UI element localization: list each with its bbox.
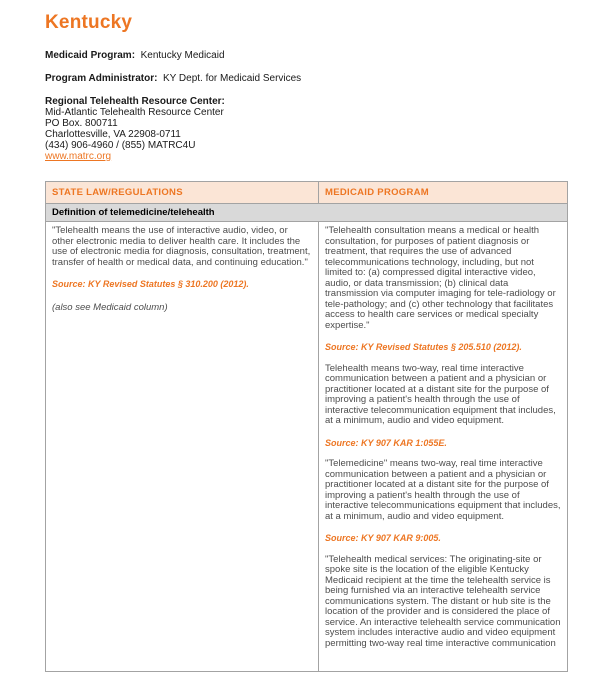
table-header-row	[46, 182, 568, 204]
medicaid-definition-paragraph-1: "Telehealth consultation means a medical or health consultation, for purposes of patient diagnosis or treatment, that requires the use of advanced telecommunications technology, including, but not limited to: (a) compressed digital interactive video, audio, or data transmission; (b) clinical data transmission via computer imaging for tele-radiology or tele-pathology; and (c) other technology that facilitates access to health care services or medical specialty expertise."	[325, 226, 556, 331]
program-administrator-label: Program Administrator:	[45, 73, 158, 84]
medicaid-source-citation-3: Source: KY 907 KAR 9:005.	[325, 533, 441, 543]
medicaid-source-citation-1: Source: KY Revised Statutes § 205.510 (2012).	[325, 342, 522, 352]
column-header-state-law: STATE LAW/REGULATIONS	[46, 182, 319, 204]
section-title: Definition of telemedicine/telehealth	[46, 204, 568, 222]
medicaid-definition-paragraph-2: Telehealth means two-way, real time interactive communication between a patient and a physician or practitioner located at a distant site for the purpose of improving a patient's health through the use of interactive telecommunication equipment that includes, at a minimum, audio and video equipment.	[325, 362, 556, 426]
column-header-medicaid-program: MEDICAID PROGRAM	[319, 182, 568, 204]
state-law-note: (also see Medicaid column)	[52, 301, 168, 313]
rtrc-label: Regional Telehealth Resource Center:	[45, 96, 225, 107]
medicaid-definition-paragraph-4: "Telehealth medical services: The originating-site or spoke site is the location of the eligible Kentucky Medicaid recipient at the time the telehealth service is being furnished via an interactive telehealth service communications system. The distant or hub site is the location of the provider and is considered the place of service. An interactive telehealth service communication system includes interactive audio and video equipment permitting two-way real time interactive communication	[325, 553, 561, 649]
content-row	[46, 222, 568, 672]
state-law-source-citation: Source: KY Revised Statutes § 310.200 (2012).	[52, 279, 249, 289]
rtrc-org-name: Mid-Atlantic Telehealth Resource Center	[45, 107, 224, 118]
medicaid-source-citation-2: Source: KY 907 KAR 1:055E.	[325, 437, 447, 448]
state-law-definition-paragraph: "Telehealth means the use of interactive audio, video, or other electronic media to deliver health care. It includes the use of electronic media for diagnosis, consultation, treatment, transfer of health or medical data, and continuing education."	[52, 226, 311, 268]
medicaid-program-value: Kentucky Medicaid	[135, 50, 225, 61]
regional-telehealth-resource-center-block	[45, 96, 568, 162]
rtrc-phone: (434) 906-4960 / (855) MATRC4U	[45, 140, 196, 151]
program-administrator-value: KY Dept. for Medicaid Services	[157, 73, 302, 84]
medicaid-definition-paragraph-3: "Telemedicine" means two-way, real time interactive communication between a patient and a physician or practitioner located at a distant site for the purpose of improving a patient's health through the use of interactive telecommunications equipment that includes, at a minimum, audio and video equipment.	[325, 458, 561, 522]
matrc-website-link[interactable]: www.matrc.org	[45, 151, 112, 162]
medicaid-program-cell	[319, 222, 568, 672]
section-title-row	[46, 204, 568, 222]
page-content	[45, 12, 568, 162]
rtrc-city-state-zip: Charlottesville, VA 22908-0711	[45, 129, 181, 140]
program-administrator-line	[45, 73, 568, 84]
rtrc-po-box: PO Box. 800711	[45, 118, 118, 129]
telehealth-law-table	[45, 181, 568, 672]
page-title: Kentucky	[45, 12, 133, 33]
medicaid-program-label: Medicaid Program:	[45, 50, 136, 61]
state-law-cell	[46, 222, 319, 672]
medicaid-program-line	[45, 50, 568, 61]
